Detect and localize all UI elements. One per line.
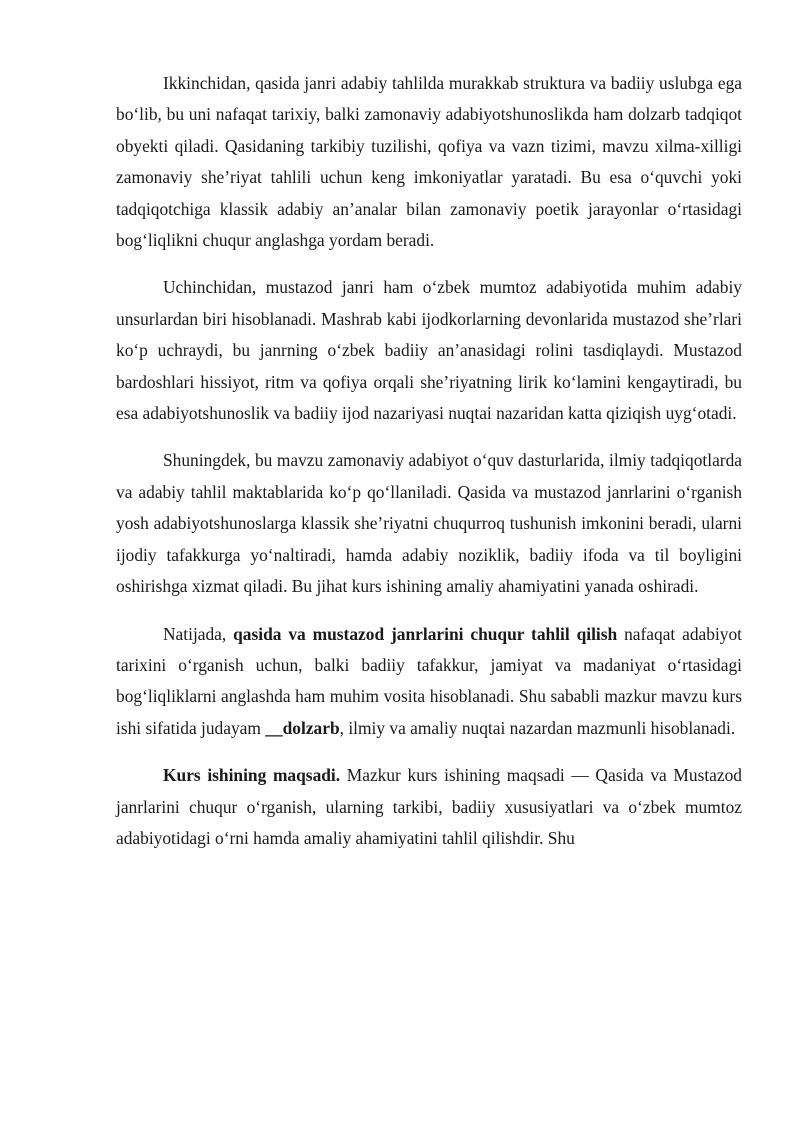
document-page [116, 68, 742, 870]
paragraph-natijada-keyword: __dolzarb [265, 717, 340, 738]
paragraph-natijada-middle: nafaqat adabiyot tarixini o‘rganish uchun, balki badiiy tafakkur, jamiyat va madaniyat o‘rtasidagi bog‘liqliklarni anglashda ham muhim vosita hisoblanadi. Shu sababli mazkur mavzu kurs ishi sifatida judayam [116, 623, 743, 738]
paragraph-natijada-lead: Natijada, [163, 623, 234, 644]
paragraph-shuningdek: Shuningdek, bu mavzu zamonaviy adabiyot o‘quv dasturlarida, ilmiy tadqiqotlarda va adabiy tahlil maktablarida ko‘p qo‘llaniladi. Qasida va mustazod janrlarini o‘rganish yosh adabiyotshunoslarga klassik she’riyatni chuqurroq tushunish imkonini beradi, ularni ijodiy tafakkurga yo‘naltiradi, hamda adabiy noziklik, badiiy ifoda va til boyligini oshirishga xizmat qiladi. Bu jihat kurs ishining amaliy ahamiyatini yanada oshiradi. [116, 450, 742, 597]
paragraph-natijada-emphasis: qasida va mustazod janrlarini chuqur tahlil qilish [233, 623, 618, 644]
paragraph-maqsad-text: Mazkur kurs ishining maqsadi — Qasida va Mustazod janrlarini chuqur o‘rganish, ularning tarkibi, badiiy xususiyatlari va o‘zbek mumtoz adabiyotidagi o‘rni hamda amaliy ahamiyatini tahlil qilishdir. Shu [116, 765, 742, 848]
paragraph-ikkinchidan: Ikkinchidan, qasida janri adabiy tahlilda murakkab struktura va badiiy uslubga ega bo‘lib, bu uni nafaqat tarixiy, balki zamonaviy adabiyotshunoslikda ham dolzarb tadqiqot obyekti qiladi. Qasidaning tarkibiy tuzilishi, qofiya va vazn tizimi, mavzu xilma-xilligi zamonaviy she’riyat tahlili uchun keng imkoniyatlar yaratadi. Bu esa o‘quvchi yoki tadqiqotchiga klassik adabiy an’analar bilan zamonaviy poetik jarayonlar o‘rtasidagi bog‘liqlikni chuqur anglashga yordam beradi. [116, 73, 742, 251]
paragraph-maqsad [116, 760, 742, 854]
paragraph-maqsad-heading: Kurs ishining maqsadi. [163, 765, 341, 786]
paragraph-natijada [116, 619, 742, 745]
paragraph-uchinchidan: Uchinchidan, mustazod janri ham o‘zbek mumtoz adabiyotida muhim adabiy unsurlardan biri hisoblanadi. Mashrab kabi ijodkorlarning devonlarida mustazod she’rlari ko‘p uchraydi, bu janrning o‘zbek badiiy an’anasidagi rolini tasdiqlaydi. Mustazod bardoshlari hissiyot, ritm va qofiya orqali she’riyatning lirik ko‘lamini kengaytiradi, bu esa adabiyotshunoslik va badiiy ijod nazariyasi nuqtai nazaridan katta qiziqish uyg‘otadi. [116, 277, 742, 424]
paragraph-natijada-tail: , ilmiy va amaliy nuqtai nazardan mazmunli hisoblanadi. [339, 717, 736, 738]
